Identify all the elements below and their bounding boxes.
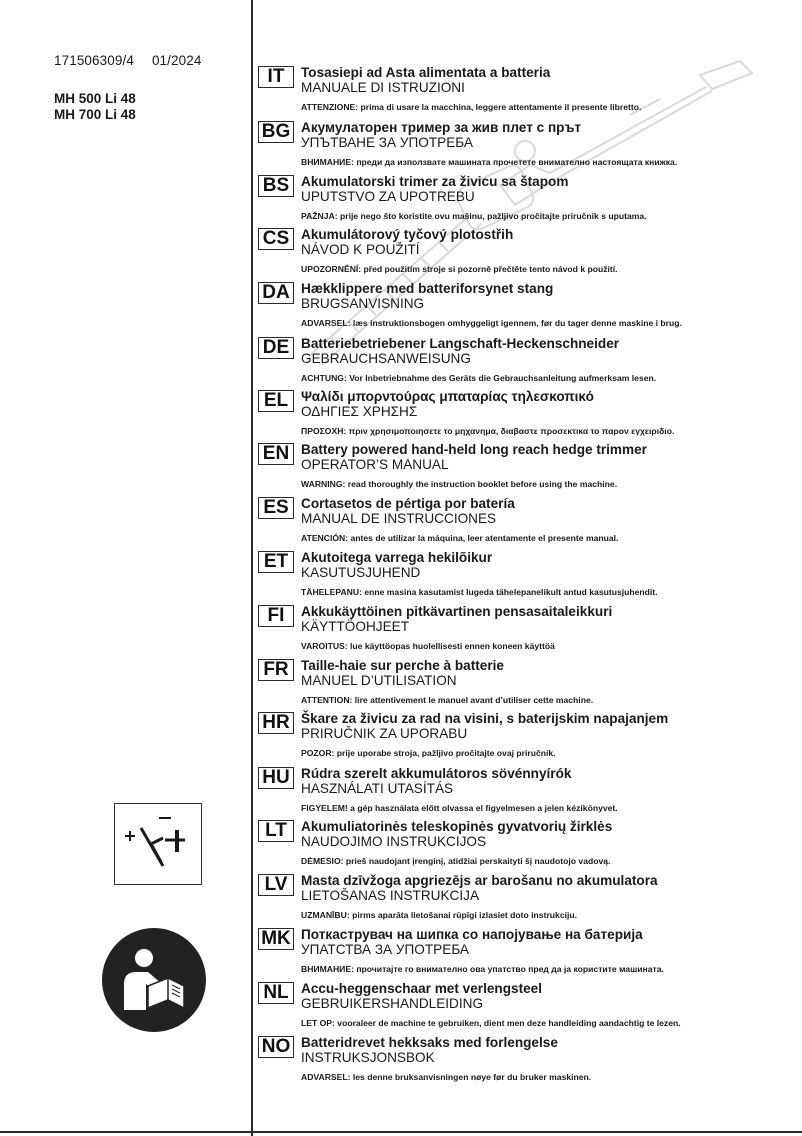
language-entry [258, 874, 798, 926]
manual-title: PRIRUČNIK ZA UPORABU [301, 726, 468, 741]
model-list [54, 91, 136, 123]
language-entry [258, 820, 798, 872]
warning-label: ΠΡΟΣΟΧΗ: [301, 426, 347, 436]
language-entry [258, 390, 798, 442]
warning-label: ВНИМАНИЕ: [301, 964, 354, 974]
product-title: Batteridrevet hekksaks med forlengelse [301, 1035, 558, 1050]
warning-body: vooraleer de machine te gebruiken, dient men deze handleiding aandachtig te lezen. [334, 1018, 681, 1028]
warning-body: lue käyttöopas huolellisesti ennen koneen käyttöä [347, 641, 555, 651]
language-code: NO [258, 1036, 294, 1058]
language-entry [258, 767, 798, 819]
warning-text [301, 211, 647, 221]
bottom-divider [0, 1131, 802, 1133]
manual-title: GEBRUIKERSHANDLEIDING [301, 996, 484, 1011]
language-code: FI [258, 605, 294, 627]
warning-label: VAROITUS: [301, 641, 348, 651]
language-entry [258, 175, 798, 227]
language-code: MK [258, 928, 294, 950]
language-entry [258, 443, 798, 495]
warning-text [301, 964, 664, 974]
warning-text [301, 695, 593, 705]
warning-body: Vor Inbetriebnahme des Geräts die Gebrauchsanleitung aufmerksam lesen. [346, 373, 657, 383]
warning-body: læs instruktionsbogen omhyggeligt igennem, før du tager denne maskine i brug. [350, 318, 682, 328]
language-code: FR [258, 659, 294, 681]
warning-body: πριν χρησιμοποιησετε το μηχανημα, διαβαστε προσεκτικα το παρον εγχειριδιο. [346, 426, 675, 436]
manual-title: BRUGSANVISNING [301, 296, 425, 311]
warning-label: UZMANĪBU: [301, 910, 350, 920]
product-title: Škare za živicu za rad na visini, s baterijskim napajanjem [301, 711, 669, 726]
warning-label: UPOZORNĚNÍ: [301, 264, 362, 274]
manual-title: NAUDOJIMO INSTRUKCIJOS [301, 834, 487, 849]
warning-text [301, 803, 618, 813]
warning-label: PAŽNJA: [301, 211, 338, 221]
warning-label: DĖMESIO: [301, 856, 344, 866]
warning-body: prije uporabe stroja, pažljivo pročitajte ovaj priručnik. [334, 748, 556, 758]
document-code [54, 53, 201, 68]
warning-text [301, 587, 658, 597]
language-code: HU [258, 767, 294, 789]
manual-title: MANUEL D’UTILISATION [301, 673, 457, 688]
warning-label: ВНИМАНИЕ: [301, 157, 354, 167]
product-title: Akumuliatorinės teleskopinės gyvatvorių žirklės [301, 819, 613, 834]
electric-hazard-blade-icon [115, 804, 201, 884]
manual-title: MANUALE DI ISTRUZIONI [301, 80, 465, 95]
warning-text [301, 157, 677, 167]
language-entry [258, 337, 798, 389]
manual-title: УПЪТВАНЕ ЗА УПОТРЕБА [301, 135, 473, 150]
manual-title: NÁVOD K POUŽITÍ [301, 242, 420, 257]
language-entry [258, 282, 798, 334]
read-manual-figure [102, 928, 206, 1032]
language-code: HR [258, 712, 294, 734]
language-entry [258, 928, 798, 980]
language-entry [258, 1036, 798, 1088]
language-entry [258, 228, 798, 280]
warning-text [301, 318, 682, 328]
product-title: Akumulatorski trimer za živicu sa štapom [301, 174, 569, 189]
warning-label: ATTENTION: [301, 695, 353, 705]
language-code: BG [258, 121, 294, 143]
product-title: Akumulátorový tyčový plotostřih [301, 227, 514, 242]
product-title: Cortasetos de pértiga por batería [301, 496, 515, 511]
warning-body: antes de utilizar la máquina, leer atentamente el presente manual. [348, 533, 619, 543]
model-name: MH 700 Li 48 [54, 107, 136, 122]
language-code: EL [258, 390, 294, 412]
warning-label: TÄHELEPANU: [301, 587, 362, 597]
warning-text [301, 264, 618, 274]
language-code: LV [258, 874, 294, 896]
warning-body: prieš naudojant įrenginį, atidžiai perskaityti šį naudotojo vadovą. [343, 856, 611, 866]
hazard-pictogram [114, 803, 202, 885]
warning-text [301, 748, 556, 758]
language-code: CS [258, 228, 294, 250]
warning-label: WARNING: [301, 479, 346, 489]
warning-text [301, 426, 674, 436]
language-code: DE [258, 337, 294, 359]
model-name: MH 500 Li 48 [54, 91, 136, 106]
warning-body: prije nego što koristite ovu mašinu, pažljivo pročitajte priručnik s uputama. [337, 211, 647, 221]
warning-body: lire attentivement le manuel avant d’utiliser cette machine. [352, 695, 594, 705]
manual-title: KASUTUSJUHEND [301, 565, 421, 580]
product-title: Поткаструвач на шипка со напојување на батерија [301, 927, 643, 942]
vertical-divider [251, 0, 253, 1136]
warning-body: před použitím stroje si pozorně přečtěte tento návod k použití. [361, 264, 618, 274]
product-title: Акумулаторен тример за жив плет с прът [301, 120, 582, 135]
manual-title: INSTRUKSJONSBOK [301, 1050, 435, 1065]
warning-text [301, 910, 577, 920]
manual-title: HASZNÁLATI UTASÍTÁS [301, 781, 454, 796]
warning-label: ACHTUNG: [301, 373, 347, 383]
language-code: ET [258, 551, 294, 573]
language-entry [258, 605, 798, 657]
manual-title: LIETOŠANAS INSTRUKCIJA [301, 888, 480, 903]
manual-title: MANUAL DE INSTRUCCIONES [301, 511, 497, 526]
product-title: Ψαλίδι μπορντούρας μπαταρίας τηλεσκοπικό [301, 389, 594, 404]
read-manual-person-icon [102, 928, 206, 1032]
language-code: IT [258, 66, 294, 88]
warning-text [301, 1018, 681, 1028]
warning-label: FIGYELEM! [301, 803, 348, 813]
product-title: Akkukäyttöinen pitkävartinen pensasaitaleikkuri [301, 604, 613, 619]
product-title: Tosasiepi ad Asta alimentata a batteria [301, 65, 551, 80]
language-code: ES [258, 497, 294, 519]
warning-text [301, 856, 610, 866]
document-date: 01/2024 [151, 53, 202, 68]
warning-label: ADVARSEL: [301, 318, 351, 328]
manual-title: ΟΔΗΓΙΕΣ ΧΡΗΣΗΣ [301, 404, 418, 419]
product-title: Batteriebetriebener Langschaft-Heckenschneider [301, 336, 620, 351]
warning-body: прочитајте го внимателно ова упатство пред да ја користите машината. [353, 964, 664, 974]
warning-body: pirms aparāta lietošanai rūpīgi izlasiet doto instrukciju. [349, 910, 578, 920]
warning-body: преди да използвате машината прочетете внимателно настоящата книжка. [353, 157, 678, 167]
product-title: Akutoitega varrega hekilõikur [301, 550, 493, 565]
manual-title: OPERATOR’S MANUAL [301, 457, 449, 472]
language-code: BS [258, 175, 294, 197]
language-entry [258, 712, 798, 764]
warning-label: ATENCIÓN: [301, 533, 349, 543]
language-code: NL [258, 982, 294, 1004]
warning-body: read thoroughly the instruction booklet before using the machine. [345, 479, 618, 489]
language-entry [258, 66, 798, 118]
warning-body: les denne bruksanvisningen nøye før du bruker maskinen. [350, 1072, 592, 1082]
language-entry [258, 659, 798, 711]
language-code: EN [258, 443, 294, 465]
warning-label: ATTENZIONE: [301, 102, 359, 112]
language-entry [258, 551, 798, 603]
product-title: Battery powered hand-held long reach hedge trimmer [301, 442, 647, 457]
warning-text [301, 102, 641, 112]
document-number: 171506309/4 [54, 53, 134, 68]
manual-title: UPUTSTVO ZA UPOTREBU [301, 189, 475, 204]
language-entry [258, 121, 798, 173]
language-entry [258, 982, 798, 1034]
warning-text [301, 373, 656, 383]
product-title: Masta dzīvžoga apgriezējs ar barošanu no akumulatora [301, 873, 658, 888]
warning-body: prima di usare la macchina, leggere attentamente il presente libretto. [358, 102, 642, 112]
warning-label: POZOR: [301, 748, 335, 758]
warning-body: a gép használata előtt olvassa el figyelmesen a jelen kézikönyvet. [347, 803, 618, 813]
product-title: Hækklippere med batteriforsynet stang [301, 281, 554, 296]
warning-text [301, 1072, 591, 1082]
warning-text [301, 479, 617, 489]
warning-text [301, 641, 555, 651]
manual-title: УПАТСТВА ЗА УПОТРЕБА [301, 942, 470, 957]
manual-title: KÄYTTÖOHJEET [301, 619, 410, 634]
product-title: Rúdra szerelt akkumulátoros sövénnyírók [301, 766, 572, 781]
language-entry [258, 497, 798, 549]
warning-body: enne masina kasutamist lugeda tähelepanelikult antud kasutusjuhendit. [361, 587, 658, 597]
manual-title: GEBRAUCHSANWEISUNG [301, 351, 471, 366]
warning-text [301, 533, 618, 543]
language-code: LT [258, 820, 294, 842]
language-code: DA [258, 282, 294, 304]
product-title: Accu-heggenschaar met verlengsteel [301, 981, 543, 996]
warning-label: LET OP: [301, 1018, 335, 1028]
warning-label: ADVARSEL: [301, 1072, 351, 1082]
product-title: Taille-haie sur perche à batterie [301, 658, 504, 673]
